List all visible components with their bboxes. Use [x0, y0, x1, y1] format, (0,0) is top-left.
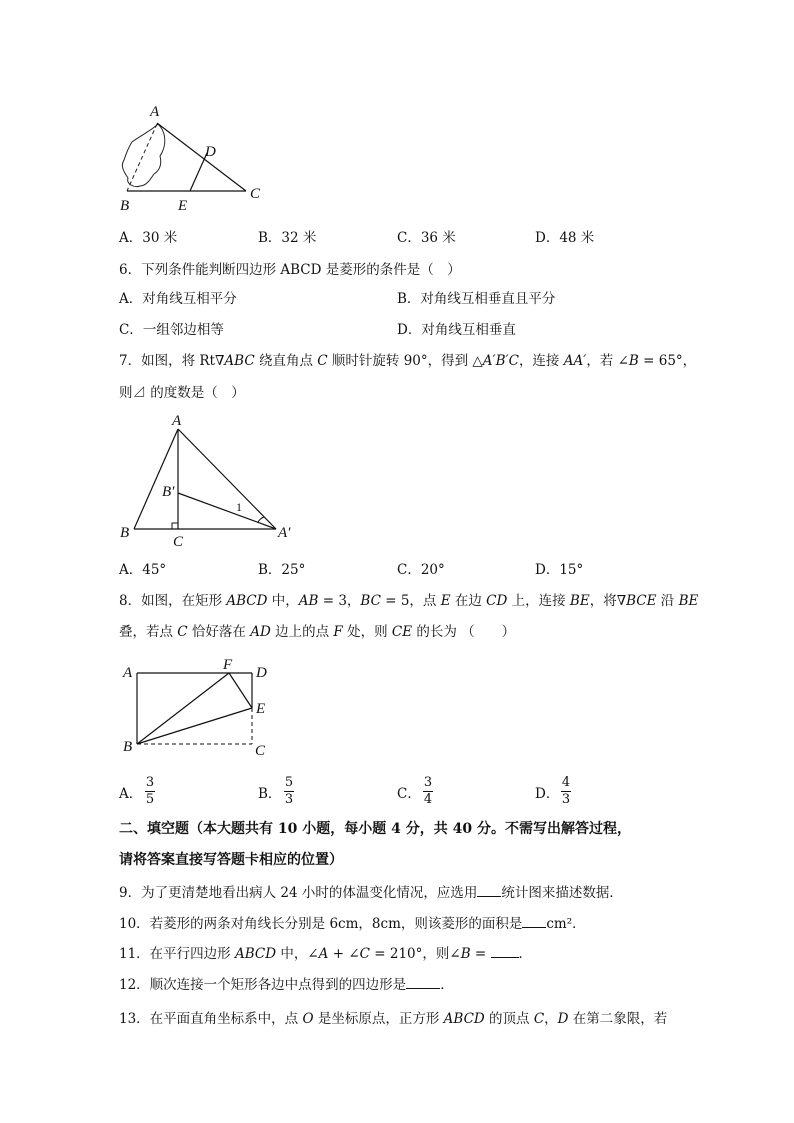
label-b: B: [123, 739, 133, 755]
q7-line1: 7．如图，将 Rt∇ABC 绕直角点 C 顺时针旋转 90°，得到 △A′B′C，连接 AA′，若 ∠B = 65°，: [119, 353, 697, 369]
q7-option-a[interactable]: A．45°: [119, 562, 167, 578]
pond-shape: [122, 124, 164, 187]
q8-option-a-label[interactable]: A．: [119, 786, 143, 802]
q5-figure: [110, 100, 280, 215]
q8-option-d-label[interactable]: D．: [535, 786, 560, 802]
q5-option-b[interactable]: B．32 米: [258, 230, 317, 246]
segment-b1a1: [178, 493, 276, 529]
segment-aa1: [178, 429, 276, 529]
q8-option-b-fraction[interactable]: 5 3: [284, 775, 294, 807]
section2-heading-line2: 请将答案直接写答题卡相应的位置）: [119, 852, 343, 868]
label-b: B: [120, 198, 130, 214]
q8-line2: 叠，若点 C 恰好落在 AD 边上的点 F 处，则 CE 的长为 （ ）: [119, 624, 516, 640]
segment-fe: [229, 673, 252, 708]
label-f: F: [223, 657, 233, 673]
q8-option-a-fraction[interactable]: 3 5: [145, 775, 155, 807]
q6-stem: 6．下列条件能判断四边形 ABCD 是菱形的条件是（ ）: [119, 262, 461, 278]
q5-option-a[interactable]: A．30 米: [119, 230, 178, 246]
q8-option-c-fraction[interactable]: 3 4: [423, 775, 433, 807]
label-b: B: [120, 525, 130, 541]
label-b1: B′: [162, 484, 175, 500]
q5-option-d[interactable]: D．48 米: [535, 230, 595, 246]
section2-heading-line1: 二、填空题（本大题共有 10 小题，每小题 4 分，共 40 分。不需写出解答过程，: [119, 821, 631, 837]
q7-figure: [112, 412, 302, 552]
segment-bf: [137, 673, 229, 744]
q6-option-d[interactable]: D．对角线互相垂直: [397, 322, 516, 338]
q10-answer-blank[interactable]: [522, 927, 546, 928]
label-d: D: [205, 144, 216, 160]
nabla-icon: ∇: [214, 353, 225, 369]
q7-option-c[interactable]: C．20°: [397, 562, 445, 578]
q12-answer-blank[interactable]: [406, 988, 440, 989]
label-d: D: [256, 665, 267, 681]
q7-option-b[interactable]: B．25°: [258, 562, 306, 578]
q11-answer-blank[interactable]: [491, 957, 519, 958]
q7-option-d[interactable]: D．15°: [535, 562, 584, 578]
angle-1-arc: [258, 517, 264, 522]
q8-option-b-label[interactable]: B．: [258, 786, 282, 802]
dashed-ab: [127, 124, 157, 191]
q9-answer-blank[interactable]: [477, 896, 501, 897]
q8-figure: [115, 655, 280, 765]
q8-option-d-fraction[interactable]: 4 3: [561, 775, 571, 807]
right-angle-mark: [172, 523, 178, 529]
q6-option-a[interactable]: A．对角线互相平分: [119, 291, 237, 307]
segment-ab: [134, 429, 178, 529]
segment-be: [137, 708, 252, 744]
label-c: C: [250, 186, 261, 202]
label-a: A: [172, 413, 182, 429]
label-e: E: [178, 198, 188, 214]
label-c: C: [173, 534, 184, 550]
segment-ac: [157, 123, 246, 191]
q8-option-c-label[interactable]: C．: [397, 786, 421, 802]
q8-line1: 8．如图，在矩形 ABCD 中，AB = 3，BC = 5，点 E 在边 CD 上，连接 BE，将∇BCE 沿 BE: [119, 593, 699, 609]
q6-option-b[interactable]: B．对角线互相垂直且平分: [397, 291, 556, 307]
q7-line2: 则⊿ 的度数是（ ）: [119, 385, 245, 401]
q10: 10．若菱形的两条对角线长分别是 6cm，8cm，则该菱形的面积是 cm²．: [119, 916, 586, 932]
q6-option-c[interactable]: C．一组邻边相等: [119, 322, 224, 338]
q13: 13．在平面直角坐标系中，点 O 是坐标原点，正方形 ABCD 的顶点 C，D 在第二象限，若: [119, 1011, 668, 1027]
label-a1: A′: [278, 525, 291, 541]
label-angle-1: 1: [236, 500, 242, 514]
label-c: C: [255, 743, 266, 759]
q12: 12．顺次连接一个矩形各边中点得到的四边形是 ．: [119, 977, 454, 993]
label-a: A: [150, 104, 160, 120]
q9: 9．为了更清楚地看出病人 24 小时的体温变化情况，应选用 统计图来描述数据．: [119, 885, 623, 901]
q11: 11．在平行四边形 ABCD 中，∠A + ∠C = 210°，则∠B = ．: [119, 946, 533, 962]
label-e: E: [256, 701, 266, 717]
label-a: A: [123, 665, 133, 681]
q5-option-c[interactable]: C．36 米: [397, 230, 456, 246]
